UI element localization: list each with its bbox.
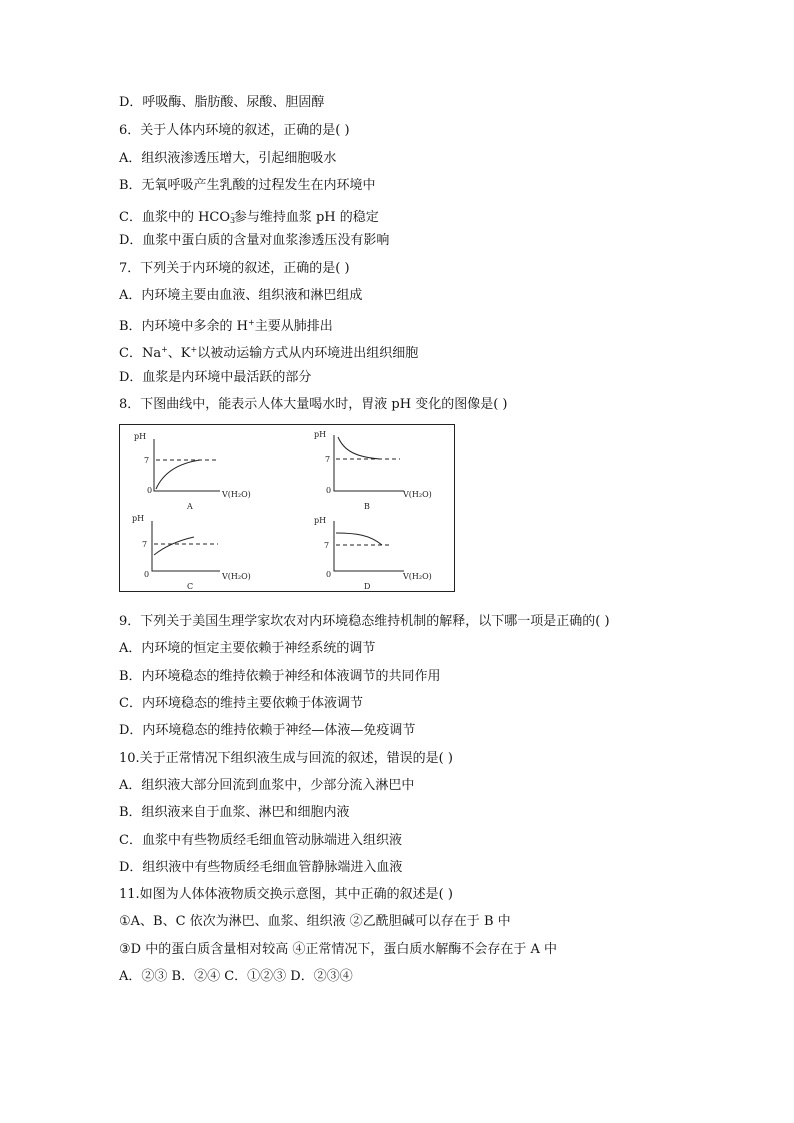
panel-b-axes (334, 435, 404, 491)
q9-option-c: C．内环境稳态的维持主要依赖于体液调节 (119, 696, 363, 711)
q10-option-b: B．组织液来自于血浆、淋巴和细胞内液 (119, 805, 350, 820)
panel-a-axes (154, 439, 220, 491)
panel-a-ylabel: pH (134, 432, 147, 441)
panel-a-label: A (187, 502, 193, 511)
q9-option-d: D．内环境稳态的维持依赖于神经—体液—免疫调节 (119, 723, 416, 738)
panel-a-curve (156, 460, 200, 489)
q7-option-d: D．血浆是内环境中最活跃的部分 (119, 370, 312, 385)
panel-b-xlabel: V(H₂O) (403, 490, 432, 499)
panel-c-curve (154, 537, 194, 555)
panel-a-origin: 0 (147, 486, 153, 495)
q7c-superscript-2: + (190, 345, 198, 354)
panel-b-origin: 0 (326, 486, 332, 495)
question-11: 11.如图为人体体液物质交换示意图，其中正确的叙述是( ) (119, 887, 453, 902)
panel-a-ref-value: 7 (144, 456, 150, 465)
panel-d-curve (336, 533, 382, 545)
q6c-subscript: 3 (230, 216, 236, 225)
q7c-text-1: C．Na (119, 346, 162, 361)
q7b-text: B．内环境中多余的 H (119, 319, 249, 334)
panel-b-ylabel: pH (314, 430, 327, 439)
q7-option-c (119, 342, 418, 362)
q7b-superscript: + (248, 318, 255, 327)
q7-option-b (119, 315, 333, 335)
panel-c-ref-value: 7 (142, 540, 148, 549)
q10-option-c: C．血浆中有些物质经毛细血管动脉端进入组织液 (119, 833, 402, 848)
q7c-text-2: 、K (167, 346, 191, 361)
question-6: 6．关于人体内环境的叙述，正确的是( ) (119, 123, 350, 138)
panel-d-ref-value: 7 (324, 541, 330, 550)
q9-option-a: A．内环境的恒定主要依赖于神经系统的调节 (119, 641, 376, 656)
q6c-text: C．血浆中的 HCO (119, 210, 231, 225)
question-9: 9．下列关于美国生理学家坎农对内环境稳态维持机制的解释，以下哪一项是正确的( ) (119, 614, 610, 629)
panel-c-axes (152, 521, 220, 571)
q10-option-a: A．组织液大部分回流到血浆中，少部分流入淋巴中 (119, 778, 415, 793)
q6c-text-end: 参与维持血浆 pH 的稳定 (233, 210, 379, 225)
panel-b-ref-value: 7 (325, 455, 331, 464)
q11-statements-1: ①A、B、C 依次为淋巴、血浆、组织液 ②乙酰胆碱可以存在于 B 中 (119, 914, 511, 929)
q10-option-d: D．组织液中有些物质经毛细血管静脉端进入血液 (119, 860, 403, 875)
panel-c-xlabel: V(H₂O) (222, 572, 251, 581)
q6c-superscript: - (231, 209, 234, 218)
q11-statements-2: ③D 中的蛋白质含量相对较高 ④正常情况下，蛋白质水解酶不会存在于 A 中 (119, 942, 557, 957)
panel-d-ylabel: pH (314, 516, 327, 525)
q7c-superscript-1: + (161, 345, 168, 354)
panel-d-xlabel: V(H₂O) (403, 572, 432, 581)
question-8: 8．下图曲线中，能表示人体大量喝水时，胃液 pH 变化的图像是( ) (119, 397, 508, 412)
panel-d-label: D (364, 582, 371, 591)
q9-option-b: B．内环境稳态的维持依赖于神经和体液调节的共同作用 (119, 669, 441, 684)
q6-option-d: D．血浆中蛋白质的含量对血浆渗透压没有影响 (119, 233, 390, 248)
panel-c-label: C (187, 582, 194, 591)
q6-option-c (119, 206, 379, 229)
panel-d-axes (334, 521, 404, 571)
panel-d-origin: 0 (326, 570, 332, 579)
panel-c-ylabel: pH (132, 514, 145, 523)
question-7: 7．下列关于内环境的叙述，正确的是( ) (119, 261, 350, 276)
q7b-text-end: 主要从肺排出 (254, 319, 333, 334)
ph-curves-svg (120, 425, 454, 591)
panel-b-label: B (364, 502, 370, 511)
ph-curves-figure (119, 424, 455, 592)
question-10: 10.关于正常情况下组织液生成与回流的叙述，错误的是( ) (119, 751, 453, 766)
panel-b-curve (338, 437, 380, 459)
q5-option-d: D．呼吸酶、脂肪酸、尿酸、胆固醇 (119, 95, 325, 110)
q6-option-a: A．组织液渗透压增大，引起细胞吸水 (119, 151, 337, 166)
panel-c-origin: 0 (144, 570, 150, 579)
q7-option-a: A．内环境主要由血液、组织液和淋巴组成 (119, 288, 363, 303)
q6-option-b: B．无氧呼吸产生乳酸的过程发生在内环境中 (119, 178, 376, 193)
q11-options: A．②③ B．②④ C．①②③ D．②③④ (119, 969, 353, 984)
panel-a-xlabel: V(H₂O) (222, 490, 251, 499)
q7c-text-3: 以被动运输方式从内环境进出组织细胞 (197, 346, 419, 361)
